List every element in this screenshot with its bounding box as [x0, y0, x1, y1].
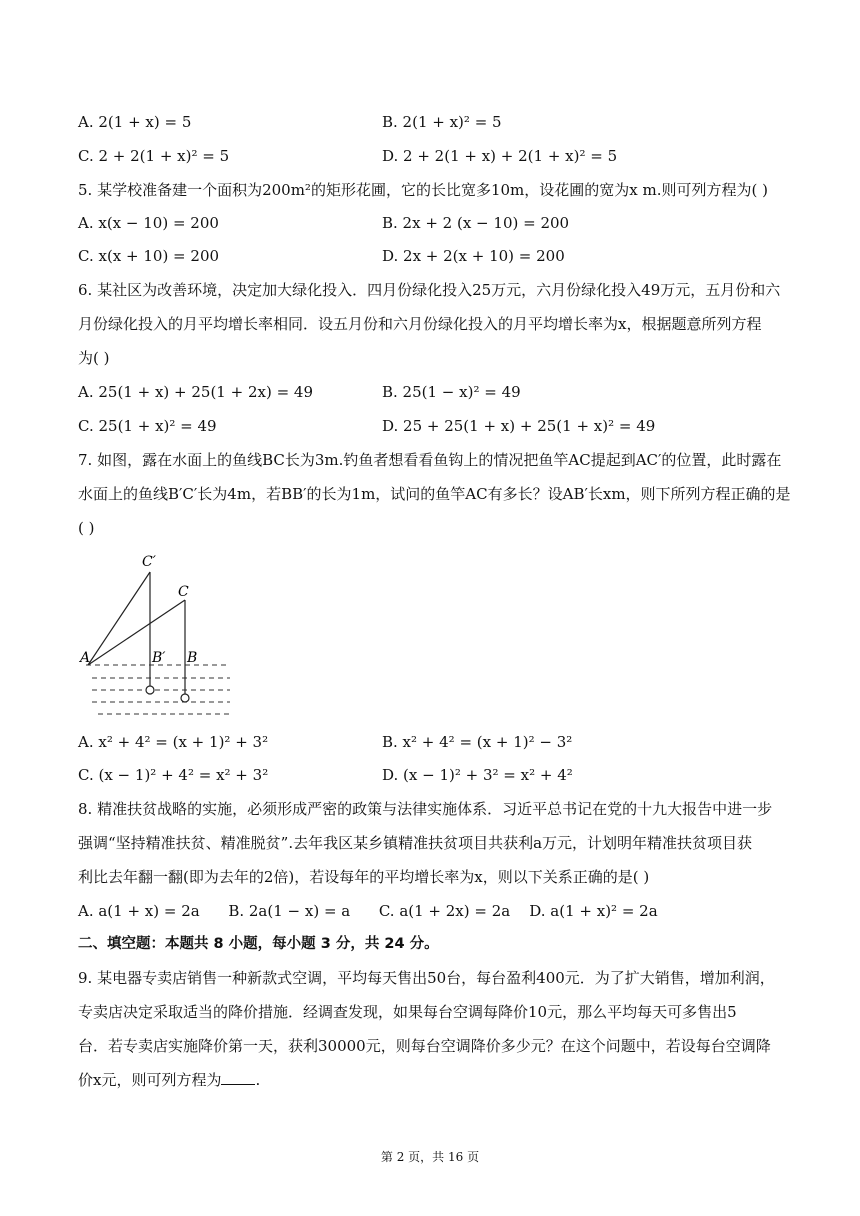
q6-stem-line2: 月份绿化投入的月平均增长率相同．设五月份和六月份绿化投入的月平均增长率为x，根据题意所列方程 [78, 315, 762, 333]
q9-stem-text: 价x元，则可列方程为 [78, 1071, 222, 1089]
hook-b-prime [146, 686, 154, 694]
q5-stem: 5. 某学校准备建一个面积为200m²的矩形花圃，它的长比宽多10m，设花圃的宽为x m.则可列方程为( ) [78, 181, 768, 199]
q8-stem-line3: 利比去年翻一翻(即为去年的2倍)，若设每年的平均增长率为x，则以下关系正确的是( ) [78, 868, 650, 886]
rod-ac [88, 600, 185, 665]
fishing-rod-figure [78, 548, 238, 718]
q6-option-a: A. 25(1 + x) + 25(1 + 2x) = 49 [78, 383, 314, 401]
q7-option-a: A. x² + 4² = (x + 1)² + 3² [78, 733, 269, 751]
q6-option-d: D. 25 + 25(1 + x) + 25(1 + x)² = 49 [382, 417, 656, 435]
q9-stem-line2: 专卖店决定采取适当的降价措施．经调查发现，如果每台空调每降价10元，那么平均每天可多售出5 [78, 1003, 737, 1021]
label-a: A [80, 650, 91, 666]
page-footer: 第 2 页，共 16 页 [380, 1150, 480, 1164]
option-c-prev: C. 2 + 2(1 + x)² = 5 [78, 147, 230, 165]
q9-stem-line3: 台．若专卖店实施降价第一天，获利30000元，则每台空调降价多少元？在这个问题中，若设每台空调降 [78, 1037, 771, 1055]
hook-b [181, 694, 189, 702]
q5-option-c: C. x(x + 10) = 200 [78, 247, 220, 265]
q5-option-d: D. 2x + 2(x + 10) = 200 [382, 247, 565, 265]
answer-blank[interactable] [221, 1070, 255, 1085]
q8-stem-line1: 8. 精准扶贫战略的实施，必须形成严密的政策与法律实施体系．习近平总书记在党的十九大报告中进一步 [78, 800, 773, 818]
q9-stem-line4 [78, 1070, 260, 1090]
q8-stem-line2: 强调“坚持精准扶贫、精准脱贫”.去年我区某乡镇精准扶贫项目共获利a万元，计划明年精准扶贫项目获 [78, 834, 753, 852]
q6-stem-line3: 为( ) [78, 349, 110, 367]
option-b-prev: B. 2(1 + x)² = 5 [382, 113, 502, 131]
q7-option-c: C. (x − 1)² + 4² = x² + 3² [78, 766, 269, 784]
q6-option-b: B. 25(1 − x)² = 49 [382, 383, 521, 401]
label-c-prime: C′ [142, 554, 156, 570]
label-b: B [187, 650, 198, 666]
section-heading: 二、填空题：本题共 8 小题，每小题 3 分，共 24 分。 [78, 936, 439, 952]
q5-option-a: A. x(x − 10) = 200 [78, 214, 219, 232]
option-a-prev: A. 2(1 + x) = 5 [78, 113, 192, 131]
water-lines [86, 665, 230, 714]
option-d-prev: D. 2 + 2(1 + x) + 2(1 + x)² = 5 [382, 147, 618, 165]
q8-options: A. a(1 + x) = 2a B. 2a(1 − x) = a C. a(1 + 2x) = 2a D. a(1 + x)² = 2a [78, 902, 658, 920]
q5-option-b: B. 2x + 2 (x − 10) = 200 [382, 214, 570, 232]
q6-stem-line1: 6. 某社区为改善环境，决定加大绿化投入．四月份绿化投入25万元，六月份绿化投入49万元，五月份和六 [78, 281, 781, 299]
q7-option-b: B. x² + 4² = (x + 1)² − 3² [382, 733, 573, 751]
q7-option-d: D. (x − 1)² + 3² = x² + 4² [382, 766, 573, 784]
q6-option-c: C. 25(1 + x)² = 49 [78, 417, 217, 435]
label-b-prime: B′ [152, 650, 166, 666]
q9-stem-line1: 9. 某电器专卖店销售一种新款式空调，平均每天售出50台，每台盈利400元．为了扩大销售，增加利润， [78, 969, 775, 987]
rod-ac-prime [88, 572, 150, 665]
label-c: C [178, 584, 189, 600]
q7-stem-line2: 水面上的鱼线B′C′长为4m，若BB′的长为1m，试问的鱼竿AC有多长？设AB′长xm，则下所列方程正确的是 [78, 485, 791, 503]
q9-stem-end: . [255, 1071, 261, 1089]
q7-stem-line1: 7. 如图，露在水面上的鱼线BC长为3m.钓鱼者想看看鱼钩上的情况把鱼竿AC提起到AC′的位置，此时露在 [78, 451, 782, 469]
q7-stem-line3: ( ) [78, 519, 95, 537]
